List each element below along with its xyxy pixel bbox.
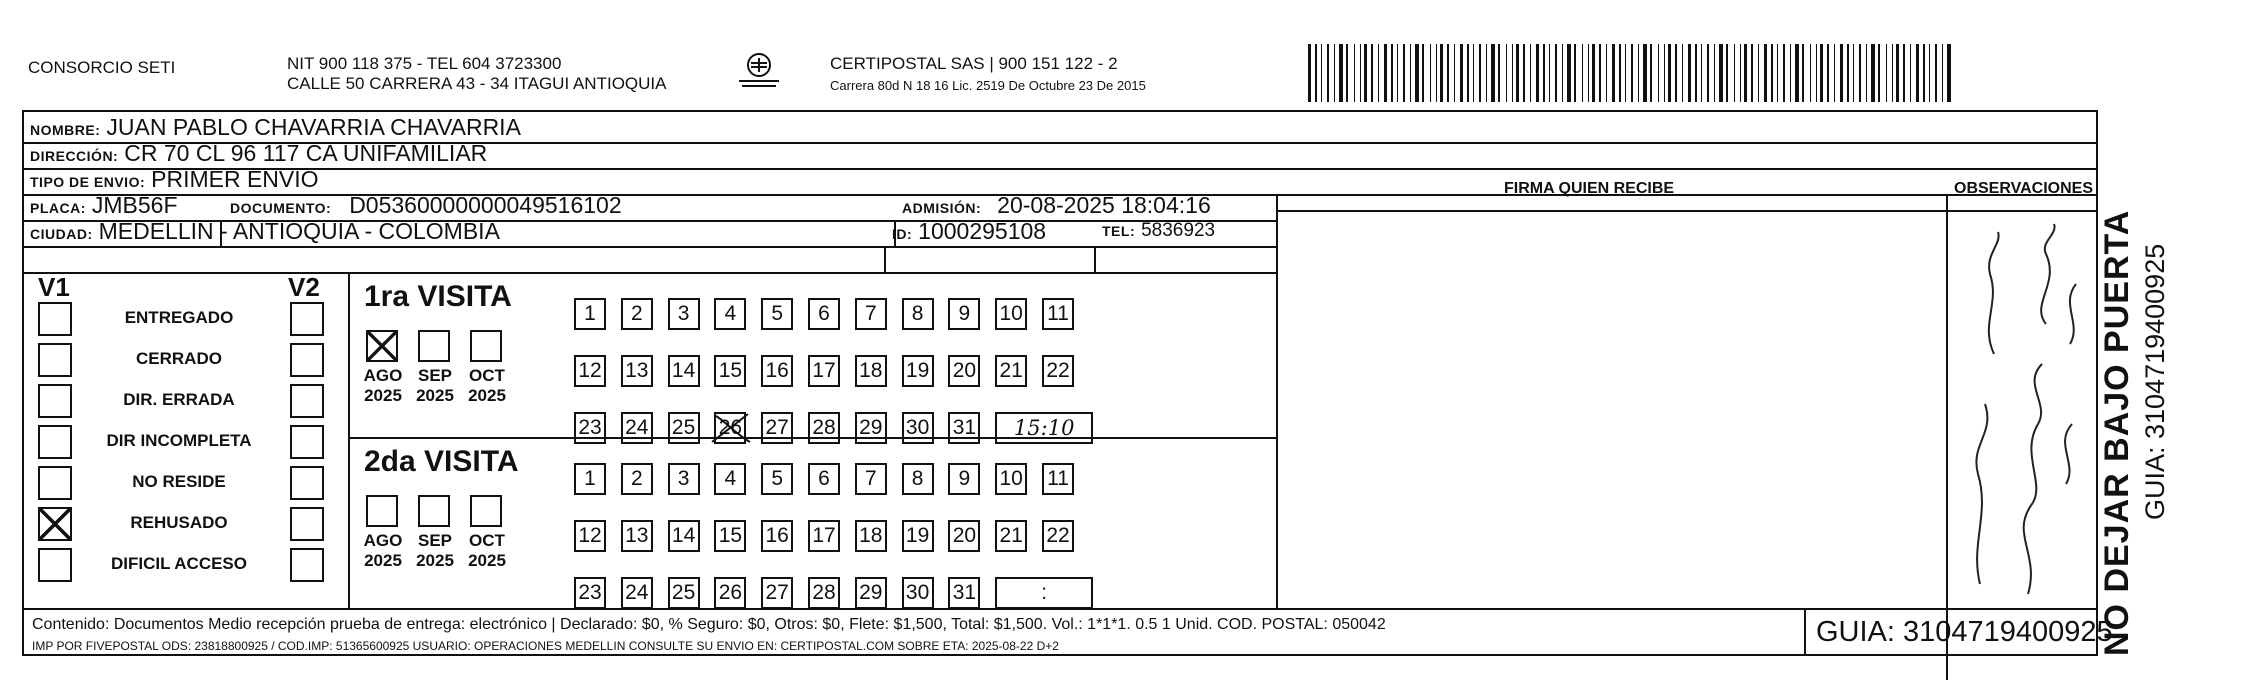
reason-label: ENTREGADO xyxy=(124,308,234,327)
day-box[interactable]: 23 xyxy=(574,412,606,444)
handwritten-observation xyxy=(1950,214,2096,606)
company-nit xyxy=(287,54,666,94)
barcode-bar xyxy=(1834,44,1835,102)
month-checkbox[interactable] xyxy=(366,330,398,362)
day-box[interactable]: 20 xyxy=(948,355,980,387)
barcode-bar xyxy=(1430,44,1431,102)
barcode-bar xyxy=(1638,44,1639,102)
barcode-bar xyxy=(1327,44,1329,102)
barcode-bar xyxy=(1658,44,1659,102)
day-box[interactable]: 21 xyxy=(995,520,1027,552)
barcode-bar xyxy=(1719,44,1723,102)
reason-label: NO RESIDE xyxy=(132,472,226,491)
barcode-bar xyxy=(1403,44,1405,102)
barcode-bar xyxy=(1675,44,1677,102)
id-label: ID: xyxy=(892,226,913,242)
footer-print-info: IMP POR FIVEPOSTAL ODS: 23818800925 / COD.IMP: 51365600925 USUARIO: OPERACIONES MEDELLIN CONSULTE SU ENVIO EN: CERTIPOSTAL.COM SOBRE ETA: 2025-08-22 D+2 xyxy=(32,639,1059,653)
barcode-bar xyxy=(1436,44,1437,102)
guide-form xyxy=(22,110,2113,656)
day-box[interactable]: 4 xyxy=(714,298,746,330)
barcode-bar xyxy=(1625,44,1626,102)
reason-label: DIR. ERRADA xyxy=(123,390,235,409)
barcode-bar xyxy=(1354,44,1355,102)
day-box[interactable]: 2 xyxy=(621,463,653,495)
day-box[interactable]: 9 xyxy=(948,298,980,330)
day-box[interactable]: 27 xyxy=(761,577,793,609)
barcode-bar xyxy=(1668,44,1671,102)
day-box[interactable]: 31 xyxy=(948,577,980,609)
barcode-bar xyxy=(1707,44,1709,102)
month-name: OCT xyxy=(469,531,505,550)
nit-line-1: NIT 900 118 375 - TEL 604 3723300 xyxy=(287,54,562,73)
day-box[interactable]: 29 xyxy=(855,577,887,609)
firma-header: FIRMA QUIEN RECIBE xyxy=(1504,180,1675,197)
time-box[interactable]: : xyxy=(995,577,1093,609)
day-box[interactable]: 10 xyxy=(995,298,1027,330)
barcode-bar xyxy=(1878,44,1880,102)
barcode-bar xyxy=(1942,44,1943,102)
barcode-bar xyxy=(1701,44,1702,102)
barcode-bar xyxy=(1555,44,1557,102)
v2-checkbox[interactable] xyxy=(290,507,324,541)
day-box[interactable]: 30 xyxy=(902,412,934,444)
barcode-bar xyxy=(1643,44,1647,102)
v2-checkbox[interactable] xyxy=(290,384,324,418)
barcode-bar xyxy=(1886,44,1887,102)
reason-label: DIFICIL ACCESO xyxy=(110,554,247,573)
barcode-bar xyxy=(1549,44,1550,102)
barcode-bar xyxy=(1892,44,1893,102)
barcode-bar xyxy=(1321,44,1322,102)
barcode-bar xyxy=(1567,44,1571,102)
direccion-label: DIRECCIÓN: xyxy=(30,148,119,164)
v2-header: V2 xyxy=(288,272,320,302)
barcode-bar xyxy=(1871,44,1875,102)
barcode-bar xyxy=(1771,44,1773,102)
barcode-bar xyxy=(1364,44,1367,102)
month-checkbox[interactable] xyxy=(470,495,502,527)
day-box[interactable]: 4 xyxy=(714,463,746,495)
barcode-bar xyxy=(1935,44,1937,102)
barcode-bar xyxy=(1486,44,1487,102)
v1-checkbox[interactable] xyxy=(38,466,72,500)
barcode xyxy=(1308,44,1952,102)
nombre-label: NOMBRE: xyxy=(30,122,101,138)
day-box[interactable]: 26 xyxy=(714,412,746,444)
barcode-bar xyxy=(1536,44,1539,102)
barcode-bar xyxy=(1440,44,1443,102)
barcode-bar xyxy=(1650,44,1652,102)
barcode-bar xyxy=(1599,44,1601,102)
barcode-bar xyxy=(1512,44,1513,102)
v2-checkbox[interactable] xyxy=(290,425,324,459)
month-label xyxy=(462,531,512,571)
day-box[interactable]: 28 xyxy=(808,412,840,444)
barcode-bar xyxy=(1631,44,1633,102)
certipostal-logo-icon xyxy=(736,52,782,92)
day-box[interactable]: 14 xyxy=(668,520,700,552)
barcode-bar xyxy=(1910,44,1911,102)
barcode-bar xyxy=(1827,44,1829,102)
placa-value: JMB56F xyxy=(91,192,178,218)
barcode-bar xyxy=(1688,44,1691,102)
id-row xyxy=(892,218,1046,245)
day-box[interactable]: 3 xyxy=(668,463,700,495)
day-box[interactable]: 3 xyxy=(668,298,700,330)
day-box[interactable]: 16 xyxy=(761,520,793,552)
reason-label: DIR INCOMPLETA xyxy=(106,431,252,450)
nit-line-2: CALLE 50 CARRERA 43 - 34 ITAGUI ANTIOQUIA xyxy=(287,74,667,93)
barcode-bar xyxy=(1447,44,1449,102)
day-box[interactable]: 11 xyxy=(1042,463,1074,495)
barcode-bar xyxy=(1562,44,1563,102)
month-label xyxy=(462,366,512,406)
barcode-bar xyxy=(1820,44,1823,102)
placa-label: PLACA: xyxy=(30,200,86,216)
month-name: AGO xyxy=(363,366,403,385)
barcode-bar xyxy=(1378,44,1379,102)
barcode-bar xyxy=(1751,44,1753,102)
admision-row xyxy=(902,192,1211,219)
barcode-bar xyxy=(1783,44,1785,102)
check-x-icon xyxy=(368,332,396,360)
day-box[interactable]: 31 xyxy=(948,412,980,444)
barcode-bar xyxy=(1467,44,1469,102)
documento-row xyxy=(230,192,622,219)
month-year: 2025 xyxy=(416,386,454,405)
month-name: SEP xyxy=(417,531,453,550)
barcode-bar xyxy=(1473,44,1474,102)
barcode-bar xyxy=(1491,44,1495,102)
month-year: 2025 xyxy=(364,386,402,405)
month-name: SEP xyxy=(417,366,453,385)
tipo-envio-label: TIPO DE ENVIO: xyxy=(30,174,146,190)
barcode-bar xyxy=(1714,44,1715,102)
day-box[interactable]: 23 xyxy=(574,577,606,609)
barcode-bar xyxy=(1606,44,1607,102)
day-box[interactable]: 8 xyxy=(902,298,934,330)
month-name: OCT xyxy=(469,366,505,385)
direccion-row xyxy=(30,140,487,167)
month-checkbox[interactable] xyxy=(470,330,502,362)
barcode-bar xyxy=(1734,44,1735,102)
barcode-bar xyxy=(1454,44,1455,102)
day-box[interactable]: 24 xyxy=(621,412,653,444)
no-dejar-warning: NO DEJAR BAJO PUERTA xyxy=(2098,209,2136,656)
v1-checkbox[interactable] xyxy=(38,302,72,336)
guia-number: GUIA: 3104719400925 xyxy=(1816,616,2113,648)
v2-checkbox[interactable] xyxy=(290,343,324,377)
day-box[interactable]: 20 xyxy=(948,520,980,552)
v2-checkbox[interactable] xyxy=(290,302,324,336)
day-box[interactable]: 29 xyxy=(855,412,887,444)
barcode-bar xyxy=(1339,44,1343,102)
day-box[interactable]: 30 xyxy=(902,577,934,609)
v1-checkbox[interactable] xyxy=(38,507,72,541)
day-box[interactable]: 14 xyxy=(668,355,700,387)
day-box[interactable]: 25 xyxy=(668,412,700,444)
barcode-bar xyxy=(1840,44,1843,102)
month-label xyxy=(410,366,460,406)
day-box[interactable]: 24 xyxy=(621,577,653,609)
day-box[interactable]: 17 xyxy=(808,355,840,387)
day-box[interactable]: 9 xyxy=(948,463,980,495)
month-checkbox[interactable] xyxy=(418,330,450,362)
barcode-bar xyxy=(1415,44,1419,102)
day-box[interactable]: 13 xyxy=(621,520,653,552)
barcode-bar xyxy=(1903,44,1905,102)
v1-checkbox[interactable] xyxy=(38,384,72,418)
barcode-bar xyxy=(1588,44,1589,102)
admision-value: 20-08-2025 18:04:16 xyxy=(997,192,1211,218)
barcode-bar xyxy=(1764,44,1767,102)
barcode-bar xyxy=(1384,44,1387,102)
day-box[interactable]: 17 xyxy=(808,520,840,552)
barcode-bar xyxy=(1360,44,1361,102)
barcode-bar xyxy=(1664,44,1665,102)
barcode-bar xyxy=(1543,44,1545,102)
barcode-bar xyxy=(1582,44,1583,102)
barcode-bar xyxy=(1795,44,1799,102)
barcode-bar xyxy=(1516,44,1519,102)
company-name: CONSORCIO SETI xyxy=(28,58,176,77)
day-box[interactable]: 5 xyxy=(761,463,793,495)
day-box[interactable]: 22 xyxy=(1042,355,1074,387)
reason-label: CERRADO xyxy=(136,349,222,368)
barcode-bar xyxy=(1744,44,1747,102)
tipo-envio-row xyxy=(30,166,319,193)
month-label xyxy=(358,531,408,571)
barcode-bar xyxy=(1422,44,1424,102)
guia-vertical: GUIA: 3104719400925 xyxy=(2140,243,2170,520)
tipo-envio-value: PRIMER ENVIO xyxy=(151,166,319,192)
barcode-bar xyxy=(1397,44,1398,102)
day-box[interactable]: 16 xyxy=(761,355,793,387)
barcode-bar xyxy=(1810,44,1811,102)
barcode-bar xyxy=(1523,44,1525,102)
barcode-bar xyxy=(1853,44,1854,102)
id-value: 1000295108 xyxy=(918,218,1047,244)
month-label xyxy=(410,531,460,571)
day-box[interactable]: 18 xyxy=(855,520,887,552)
barcode-bar xyxy=(1777,44,1778,102)
barcode-bar xyxy=(1460,44,1463,102)
barcode-bar xyxy=(1896,44,1899,102)
barcode-bar xyxy=(1802,44,1804,102)
nombre-row xyxy=(30,114,521,141)
month-checkbox[interactable] xyxy=(418,495,450,527)
barcode-bar xyxy=(1929,44,1930,102)
ciudad-row xyxy=(30,218,500,245)
ciudad-label: CIUDAD: xyxy=(30,226,93,242)
day-box[interactable]: 15 xyxy=(714,520,746,552)
visit-title: 1ra VISITA xyxy=(364,280,512,313)
barcode-bar xyxy=(1498,44,1500,102)
day-box[interactable]: 6 xyxy=(808,298,840,330)
day-box[interactable]: 2 xyxy=(621,298,653,330)
day-box[interactable]: 18 xyxy=(855,355,887,387)
barcode-bar xyxy=(1790,44,1791,102)
day-box[interactable]: 25 xyxy=(668,577,700,609)
barcode-bar xyxy=(1758,44,1759,102)
admision-label: ADMISIÓN: xyxy=(902,200,982,216)
day-box[interactable]: 26 xyxy=(714,577,746,609)
v1-checkbox[interactable] xyxy=(38,425,72,459)
barcode-bar xyxy=(1923,44,1925,102)
day-box[interactable]: 19 xyxy=(902,355,934,387)
footer-content: Contenido: Documentos Medio recepción prueba de entrega: electrónico | Declarado: $0, % Seguro: $0, Otros: $0, Flete: $1,500, Total: $1,500. Vol.: 1*1*1. 0.5 1 Unid. COD. POSTAL: 050042 xyxy=(32,616,1386,633)
day-box[interactable]: 6 xyxy=(808,463,840,495)
barcode-bar xyxy=(1866,44,1867,102)
day-box[interactable]: 10 xyxy=(995,463,1027,495)
visit-title: 2da VISITA xyxy=(364,445,519,478)
barcode-bar xyxy=(1479,44,1481,102)
direccion-value: CR 70 CL 96 117 CA UNIFAMILIAR xyxy=(124,140,488,166)
month-year: 2025 xyxy=(364,551,402,570)
barcode-bar xyxy=(1410,44,1411,102)
month-name: AGO xyxy=(363,531,403,550)
barcode-bar xyxy=(1726,44,1728,102)
day-box[interactable]: 12 xyxy=(574,520,606,552)
day-box[interactable]: 28 xyxy=(808,577,840,609)
barcode-bar xyxy=(1916,44,1919,102)
barcode-bar xyxy=(1592,44,1595,102)
month-year: 2025 xyxy=(468,551,506,570)
check-x-icon xyxy=(40,509,70,539)
day-box[interactable]: 1 xyxy=(574,463,606,495)
day-box[interactable]: 7 xyxy=(855,463,887,495)
barcode-bar xyxy=(1682,44,1683,102)
barcode-bar xyxy=(1612,44,1615,102)
barcode-bar xyxy=(1308,44,1311,102)
day-box[interactable]: 15 xyxy=(714,355,746,387)
barcode-bar xyxy=(1574,44,1576,102)
month-year: 2025 xyxy=(468,386,506,405)
day-box[interactable]: 13 xyxy=(621,355,653,387)
documento-label: DOCUMENTO: xyxy=(230,200,332,216)
v1-header: V1 xyxy=(38,272,70,302)
barcode-bar xyxy=(1947,44,1951,102)
v2-checkbox[interactable] xyxy=(290,548,324,582)
barcode-bar xyxy=(1859,44,1861,102)
barcode-bar xyxy=(1695,44,1697,102)
barcode-bar xyxy=(1346,44,1348,102)
day-box[interactable]: 7 xyxy=(855,298,887,330)
barcode-bar xyxy=(1740,44,1741,102)
barcode-bar xyxy=(1619,44,1621,102)
barcode-bar xyxy=(1847,44,1849,102)
tel-value: 5836923 xyxy=(1141,220,1216,241)
placa-row xyxy=(30,192,178,219)
day-box[interactable]: 5 xyxy=(761,298,793,330)
barcode-bar xyxy=(1371,44,1373,102)
v2-checkbox[interactable] xyxy=(290,466,324,500)
v1-checkbox[interactable] xyxy=(38,548,72,582)
v1-checkbox[interactable] xyxy=(38,343,72,377)
day-cross-icon xyxy=(710,412,752,446)
barcode-bar xyxy=(1315,44,1317,102)
day-box[interactable]: 27 xyxy=(761,412,793,444)
ciudad-value: MEDELLIN - ANTIOQUIA - COLOMBIA xyxy=(98,218,500,244)
barcode-bar xyxy=(1530,44,1531,102)
certipostal-name: CERTIPOSTAL SAS | 900 151 122 - 2 xyxy=(830,54,1118,73)
nombre-value: JUAN PABLO CHAVARRIA CHAVARRIA xyxy=(106,114,521,140)
barcode-bar xyxy=(1506,44,1507,102)
tel-row xyxy=(1102,220,1215,242)
day-box[interactable]: 22 xyxy=(1042,520,1074,552)
day-box[interactable]: 1 xyxy=(574,298,606,330)
day-box[interactable]: 12 xyxy=(574,355,606,387)
barcode-bar xyxy=(1334,44,1335,102)
documento-value: D05360000000049516102 xyxy=(349,192,622,218)
month-year: 2025 xyxy=(416,551,454,570)
month-label xyxy=(358,366,408,406)
tel-label: TEL: xyxy=(1102,223,1136,239)
day-box[interactable]: 21 xyxy=(995,355,1027,387)
observaciones-header: OBSERVACIONES xyxy=(1954,180,2093,197)
barcode-bar xyxy=(1816,44,1817,102)
day-box[interactable]: 11 xyxy=(1042,298,1074,330)
certipostal-license: Carrera 80d N 18 16 Lic. 2519 De Octubre 23 De 2015 xyxy=(830,78,1146,93)
barcode-bar xyxy=(1391,44,1393,102)
day-box[interactable]: 19 xyxy=(902,520,934,552)
month-checkbox[interactable] xyxy=(366,495,398,527)
time-box[interactable]: 15:10 xyxy=(995,412,1093,444)
day-box[interactable]: 8 xyxy=(902,463,934,495)
reason-label: REHUSADO xyxy=(130,513,228,532)
